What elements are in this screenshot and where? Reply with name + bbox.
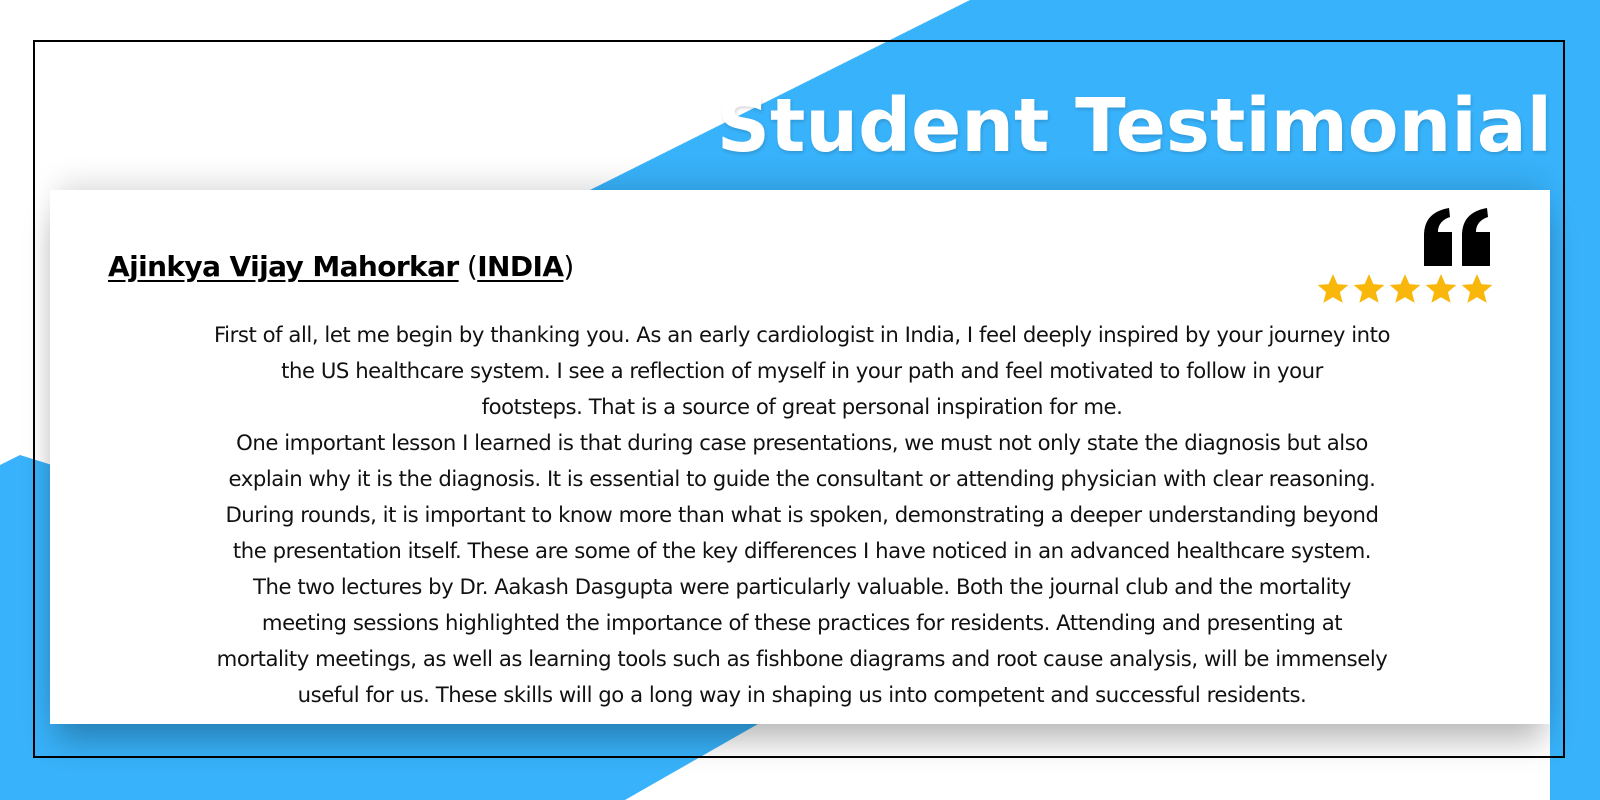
star-icon <box>1352 272 1386 306</box>
reviewer-name: Ajinkya Vijay Mahorkar <box>108 250 459 283</box>
testimonial-line: mortality meetings, as well as learning tools such as fishbone diagrams and root cause analysis, will be immensely <box>216 646 1388 671</box>
page-title: Student Testimonial <box>716 83 1552 169</box>
testimonial-line: meeting sessions highlighted the importance of these practices for residents. Attending and presenting at <box>261 610 1343 635</box>
testimonial-line: explain why it is the diagnosis. It is essential to guide the consultant or attending physician with clear reasoning. <box>228 466 1376 491</box>
star-icon <box>1424 272 1458 306</box>
star-icon <box>1388 272 1422 306</box>
testimonial-line: The two lectures by Dr. Aakash Dasgupta were particularly valuable. Both the journal club and the mortality <box>252 574 1351 599</box>
quote-icon <box>1422 208 1492 266</box>
testimonial-line: the US healthcare system. I see a reflection of myself in your path and feel motivated to follow in your <box>281 358 1323 383</box>
reviewer-country: INDIA <box>477 250 564 283</box>
testimonial-line: First of all, let me begin by thanking you. As an early cardiologist in India, I feel deeply inspired by your journey into <box>213 322 1390 347</box>
close-paren: ) <box>563 250 574 283</box>
testimonial-line: useful for us. These skills will go a long way in shaping us into competent and successful residents. <box>297 682 1307 707</box>
testimonial-line: the presentation itself. These are some of the key differences I have noticed in an advanced healthcare system. <box>232 538 1372 563</box>
star-rating <box>1316 272 1494 306</box>
testimonial-line: During rounds, it is important to know more than what is spoken, demonstrating a deeper understanding beyond <box>225 502 1379 527</box>
testimonial-line: One important lesson I learned is that during case presentations, we must not only state the diagnosis but also <box>236 430 1368 455</box>
star-icon <box>1316 272 1350 306</box>
testimonial-text <box>105 317 1499 713</box>
reviewer-line <box>108 250 574 283</box>
testimonial-line: footsteps. That is a source of great personal inspiration for me. <box>481 394 1123 419</box>
testimonial-card <box>50 190 1550 724</box>
open-paren: ( <box>466 250 478 283</box>
star-icon <box>1460 272 1494 306</box>
